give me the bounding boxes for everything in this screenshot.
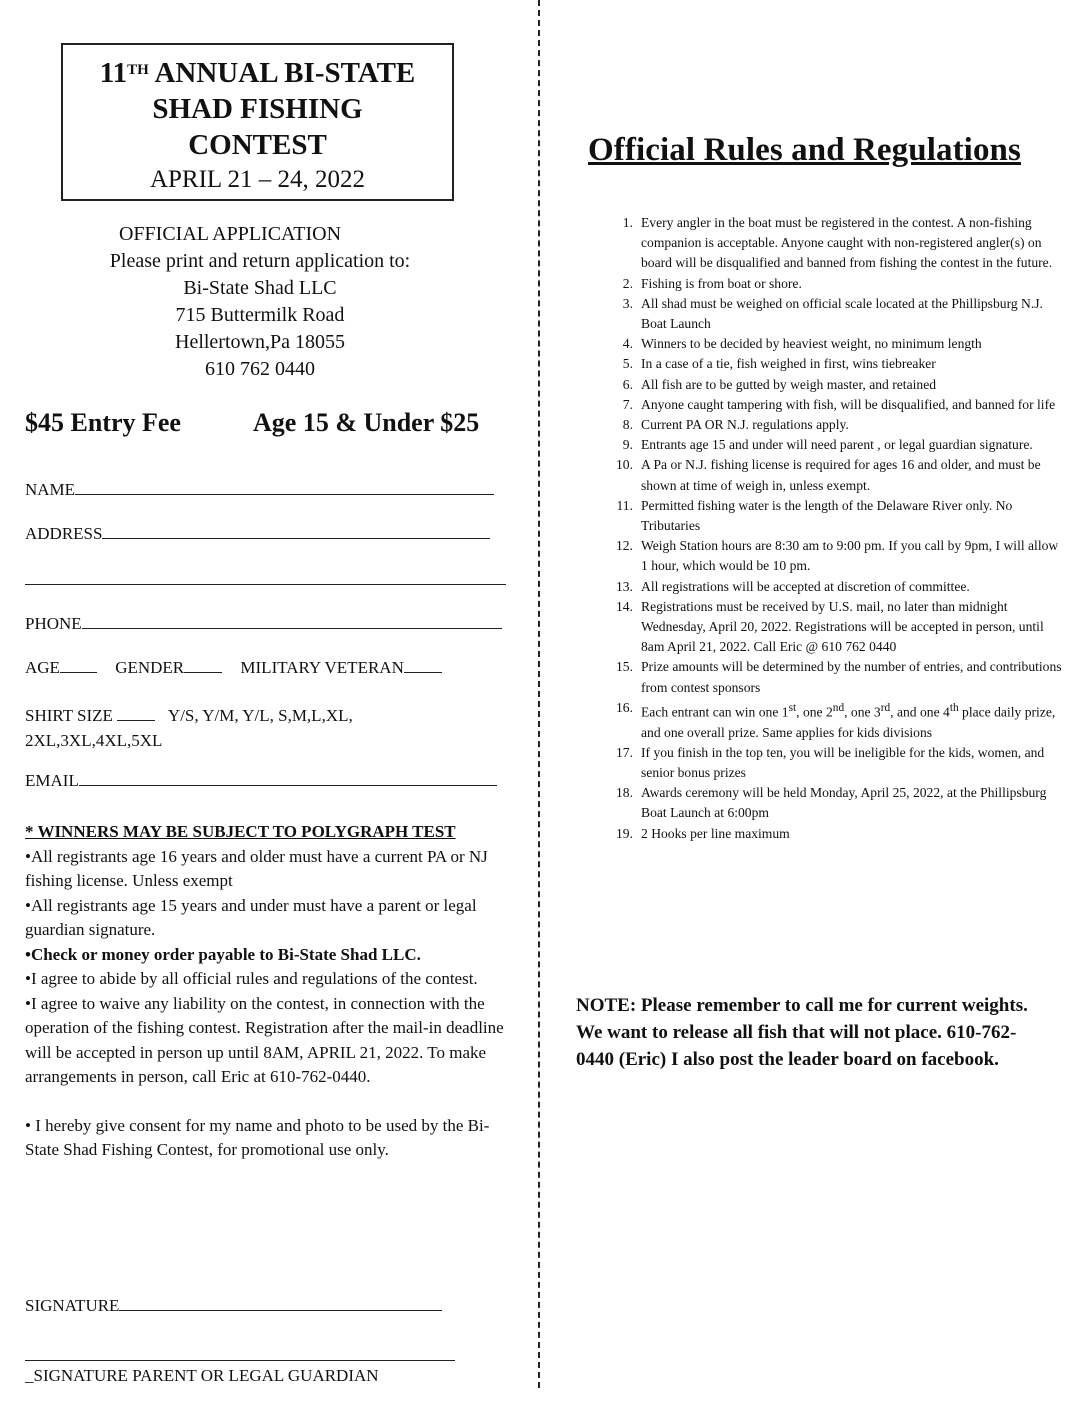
address-line2-field[interactable] [25, 570, 506, 590]
contest-title-line2: SHAD FISHING [152, 93, 363, 125]
rule-item: 16. Each entrant can win one 1st, one 2nd, one 3rd, and one 4th place daily prize, and one overall prize. Same applies for kids divisions [616, 699, 1056, 740]
email-line[interactable] [79, 771, 497, 786]
contest-title-line1: 11TH ANNUAL BI-STATE [99, 57, 416, 89]
rule-item: 2. Fishing is from boat or shore. [622, 275, 802, 291]
application-phone: 610 762 0440 [205, 358, 315, 380]
name-field[interactable] [25, 480, 494, 500]
address-label: ADDRESS [25, 524, 103, 543]
rule-item: 19. 2 Hooks per line maximum [616, 825, 790, 841]
age-label: AGE [25, 658, 60, 677]
address-line2[interactable] [25, 570, 506, 585]
email-field[interactable] [25, 771, 497, 791]
rule-item: 6. All fish are to be gutted by weigh master, and retained [622, 376, 937, 392]
application-org: Bi-State Shad LLC [183, 277, 337, 299]
shirt-options-line2: 2XL,3XL,4XL,5XL [25, 731, 163, 750]
shirt-label: SHIRT SIZE [25, 706, 113, 725]
shirt-line[interactable] [117, 706, 155, 721]
rule-item: 18. Awards ceremony will be held Monday, April 25, 2022, at the Phillipsburg Boat Launch at 6:00pm [616, 785, 1047, 821]
guardian-signature-line[interactable] [25, 1360, 455, 1361]
rule-item: 11. Permitted fishing water is the length of the Delaware River only. No Tributaries [616, 497, 1013, 534]
youth-fee: Age 15 & Under $25 [253, 408, 480, 437]
application-street: 715 Buttermilk Road [175, 304, 345, 326]
signature-line[interactable] [119, 1296, 442, 1311]
license-term: •All registrants age 16 years and older must have a current PA or NJ fishing license. Unless exempt [25, 846, 488, 890]
consent-term: • I hereby give consent for my name and photo to be used by the Bi-State Shad Fishing Contest, for promotional use only. [25, 1115, 490, 1159]
application-city: Hellertown,Pa 18055 [175, 331, 345, 353]
rule-item: 15. Prize amounts will be determined by the number of entries, and contributions from contest sponsors [616, 659, 1062, 695]
rule-item: 17. If you finish in the top ten, you will be ineligible for the kids, women, and senior bonus prizes [616, 744, 1045, 781]
rules-title: Official Rules and Regulations [588, 132, 1021, 168]
rule-item: 5. In a case of a tie, fish weighed in first, wins tiebreaker [622, 356, 936, 372]
application-heading: OFFICIAL APPLICATION [118, 223, 342, 245]
note-text: NOTE: Please remember to call me for current weights. We want to release all fish that will not place. 610-762- 0440 (Eric) I also post the leader board on facebook. [576, 995, 1028, 1070]
email-label: EMAIL [25, 771, 79, 790]
signature-label: SIGNATURE [25, 1296, 120, 1315]
contest-title-box [61, 43, 454, 201]
gender-line[interactable] [184, 658, 222, 673]
rule-item: 3. All shad must be weighed on official scale located at the Phillipsburg N.J. Boat Launch [622, 295, 1043, 332]
signature-field[interactable] [25, 1296, 442, 1316]
rule-item: 9. Entrants age 15 and under will need parent , or legal guardian signature. [622, 437, 1033, 453]
phone-label: PHONE [25, 614, 82, 633]
guardian-signature-label: _SIGNATURE PARENT OR LEGAL GUARDIAN [25, 1366, 379, 1385]
polygraph-notice: * WINNERS MAY BE SUBJECT TO POLYGRAPH TEST [25, 822, 456, 841]
terms-block [25, 820, 515, 1163]
gender-label: GENDER [115, 658, 185, 677]
age-gender-veteran-row [25, 658, 442, 678]
contest-title-line3: CONTEST [188, 129, 327, 161]
rule-item: 13. All registrations will be accepted at discretion of committee. [616, 578, 970, 594]
address-line[interactable] [102, 524, 490, 539]
address-field[interactable] [25, 524, 490, 544]
application-block [20, 221, 500, 383]
phone-field[interactable] [25, 614, 502, 634]
application-instruction: Please print and return application to: [109, 250, 411, 272]
payment-term: •Check or money order payable to Bi-State Shad LLC. [25, 944, 421, 964]
phone-line[interactable] [82, 614, 502, 629]
rule-item: 4. Winners to be decided by heaviest weight, no minimum length [622, 336, 982, 352]
name-label: NAME [25, 480, 76, 499]
rule-item: 8. Current PA OR N.J. regulations apply. [622, 417, 849, 433]
veteran-label: MILITARY VETERAN [240, 658, 404, 677]
rule-item: 10. A Pa or N.J. fishing license is required for ages 16 and older, and must be shown at time of weigh in, unless exempt. [616, 457, 1041, 493]
entry-fee: $45 Entry Fee [25, 408, 181, 437]
guardian-term: •All registrants age 15 years and under must have a parent or legal guardian signature. [25, 895, 477, 939]
veteran-line[interactable] [404, 658, 442, 673]
waiver-term: •I agree to waive any liability on the contest, in connection with the operation of the fishing contest. Registration after the mail-in deadline will be accepted in person up until 8AM, APRIL 21, 2022. To make arrangements in person, call Eric at 610-762-0440. [25, 993, 504, 1086]
rules-list [608, 213, 1063, 844]
shirt-size-field [25, 703, 353, 753]
rule-item: 14. Registrations must be received by U.S. mail, no later than midnight Wednesday, April 20, 2022. Registrations will be accepted in person, until 8am April 21, 2022. Call Eric @ 610 762 0440 [616, 598, 1044, 655]
age-line[interactable] [60, 658, 97, 673]
abide-term: •I agree to abide by all official rules and regulations of the contest. [25, 969, 478, 988]
rule-item: 12. Weigh Station hours are 8:30 am to 9:00 pm. If you call by 9pm, I will allow 1 hour, which would be 10 pm. [616, 538, 1059, 574]
rule-item: 7. Anyone caught tampering with fish, will be disqualified, and banned for life [622, 396, 1056, 412]
contest-dates: APRIL 21 – 24, 2022 [149, 166, 366, 193]
rule-item: 1. Every angler in the boat must be registered in the contest. A non-fishing companion is acceptable. Anyone caught with non-registered angler(s) on board will be disqualified and banned from fishing the contest in the future. [622, 215, 1053, 271]
name-line[interactable] [75, 480, 494, 495]
shirt-options-line1: Y/S, Y/M, Y/L, S,M,L,XL, [167, 706, 353, 725]
dashed-divider [538, 0, 540, 1388]
